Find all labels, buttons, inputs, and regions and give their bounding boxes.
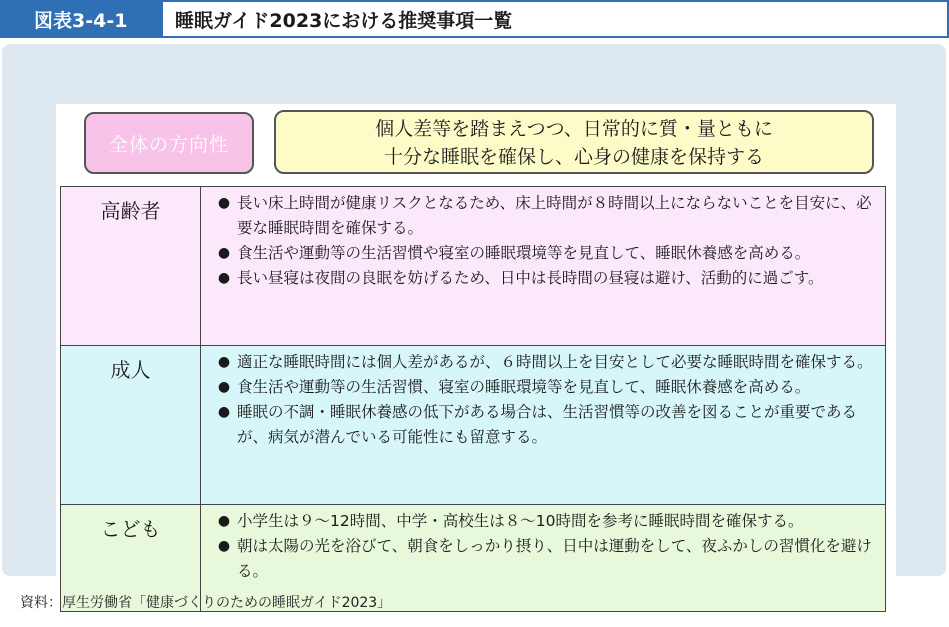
source-note: 資料：厚生労働省「健康づくりのための睡眠ガイド2023」 — [20, 595, 392, 611]
bullet-icon: ● — [217, 379, 231, 395]
list-item-text: 長い昼寝は夜間の良眠を妨げるため、日中は長時間の昼寝は避け、活動的に過ごす。 — [237, 269, 824, 287]
row-items-adult — [201, 346, 885, 504]
list-item-text: 朝は太陽の光を浴びて、朝食をしっかり摂り、日中は運動をして、夜ふかしの習慣化を避ける。 — [237, 537, 872, 580]
list-item — [211, 509, 879, 534]
figure-label: 図表3-4-1 — [0, 0, 163, 38]
bullet-icon: ● — [217, 195, 231, 211]
row-label-children: こども — [61, 505, 201, 611]
list-item — [211, 241, 879, 266]
table-row-adult — [61, 345, 885, 504]
row-items-elderly — [201, 187, 885, 345]
bullet-icon: ● — [217, 270, 231, 286]
figure-header — [0, 0, 949, 38]
list-item — [211, 350, 879, 375]
list-item — [211, 191, 879, 241]
bullet-icon: ● — [217, 354, 231, 370]
list-item-text: 睡眠の不調・睡眠休養感の低下がある場合は、生活習慣等の改善を図ることが重要であるが、病気が潜んでいる可能性にも留意する。 — [237, 403, 858, 446]
list-item — [211, 266, 879, 291]
figure-title: 睡眠ガイド2023における推奨事項一覧 — [163, 0, 949, 38]
direction-text-line-1: 個人差等を踏まえつつ、日常的に質・量ともに — [375, 118, 773, 140]
recommendation-table — [60, 186, 886, 612]
direction-row — [56, 104, 896, 184]
list-item — [211, 534, 879, 584]
row-label-adult: 成人 — [61, 346, 201, 504]
bullet-icon: ● — [217, 404, 231, 420]
bullet-icon: ● — [217, 245, 231, 261]
figure-panel — [2, 44, 946, 580]
bullet-icon: ● — [217, 538, 231, 554]
recommendation-card — [56, 104, 896, 612]
list-item-text: 適正な睡眠時間には個人差があるが、６時間以上を目安として必要な睡眠時間を確保する。 — [237, 353, 873, 371]
direction-text — [274, 110, 874, 174]
list-item — [211, 375, 879, 400]
table-row-elderly — [61, 187, 885, 345]
list-item-text: 長い床上時間が健康リスクとなるため、床上時間が８時間以上にならないことを目安に、必要な睡眠時間を確保する。 — [237, 194, 872, 237]
list-item-text: 食生活や運動等の生活習慣、寝室の睡眠環境等を見直して、睡眠休養感を高める。 — [237, 378, 811, 396]
row-label-elderly: 高齢者 — [61, 187, 201, 345]
list-item-text: 小学生は９～12時間、中学・高校生は８～10時間を参考に睡眠時間を確保する。 — [237, 512, 804, 530]
direction-label: 全体の方向性 — [84, 112, 254, 174]
direction-text-line-2: 十分な睡眠を確保し、心身の健康を保持する — [383, 146, 764, 168]
list-item — [211, 400, 879, 450]
bullet-icon: ● — [217, 513, 231, 529]
list-item-text: 食生活や運動等の生活習慣や寝室の睡眠環境等を見直して、睡眠休養感を高める。 — [237, 244, 811, 262]
